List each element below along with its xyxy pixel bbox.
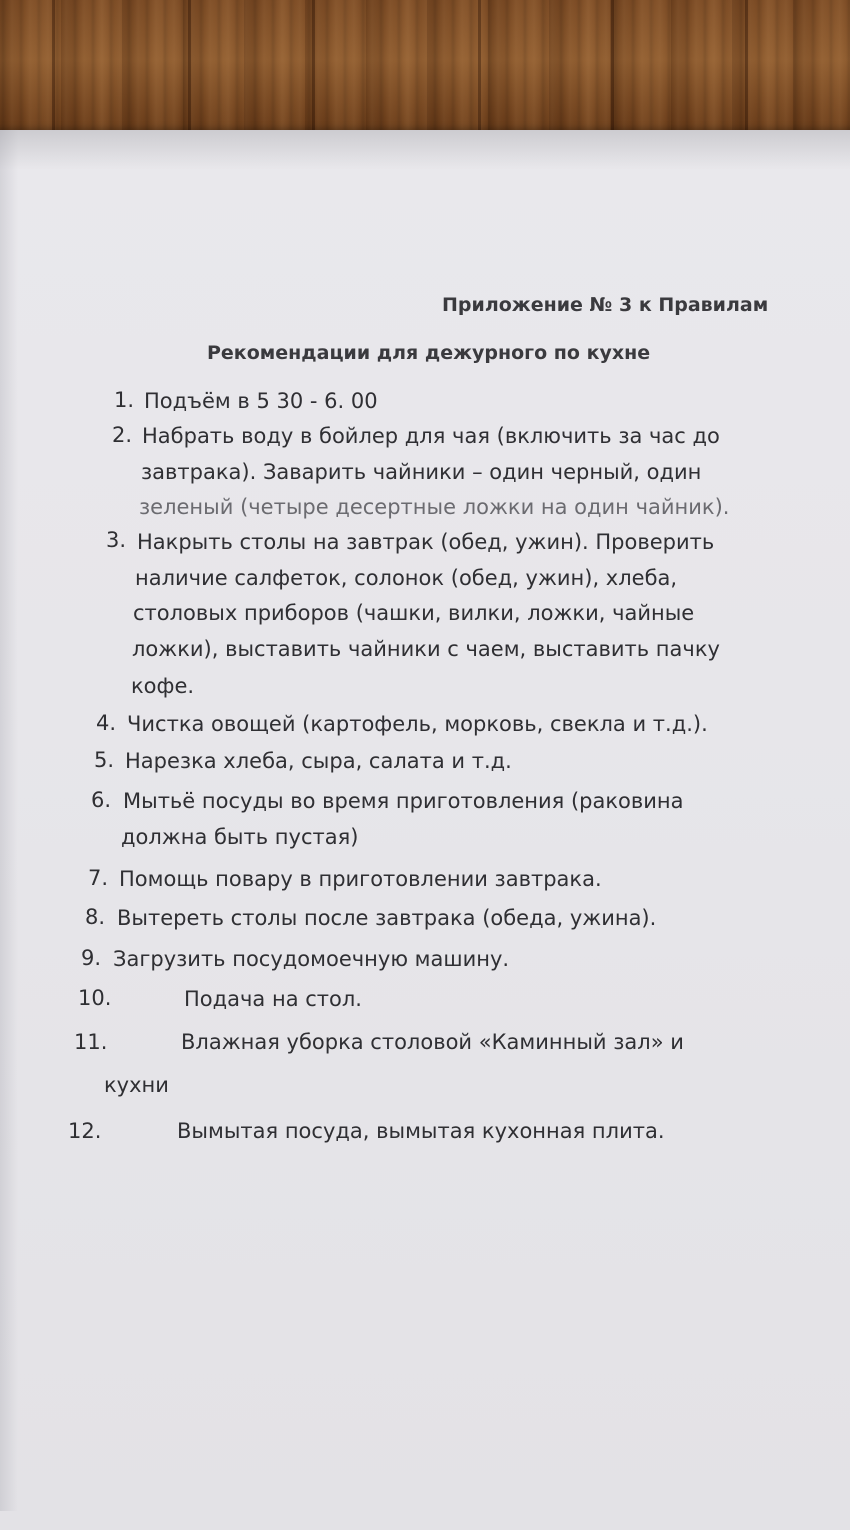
item-number: 11. <box>74 1030 108 1054</box>
item-number: 7. <box>88 866 109 890</box>
item-number: 1. <box>114 388 135 412</box>
item-number: 2. <box>112 423 133 447</box>
item-line: столовых приборов (чашки, вилки, ложки, чайные <box>133 601 695 625</box>
item-line: наличие салфеток, солонок (обед, ужин), хлеба, <box>135 566 678 590</box>
paper-left-shade <box>0 130 18 1511</box>
item-line: Набрать воду в бойлер для чая (включить за час до <box>142 424 720 448</box>
appendix-label: Приложение № 3 к Правилам <box>442 294 769 316</box>
item-number: 9. <box>81 946 102 970</box>
item-line: должна быть пустая) <box>121 825 359 849</box>
item-number: 3. <box>106 528 127 552</box>
item-line: кофе. <box>131 674 195 698</box>
item-number: 4. <box>96 711 117 735</box>
paper-top-shadow <box>0 130 850 170</box>
item-line: Влажная уборка столовой «Каминный зал» и <box>181 1030 684 1054</box>
item-line: Подъём в 5 30 - 6. 00 <box>144 389 378 413</box>
item-line: кухни <box>104 1073 169 1097</box>
item-line: завтрака). Заварить чайники – один черный, один <box>141 460 702 484</box>
item-number: 5. <box>94 748 115 772</box>
item-line: Вымытая посуда, вымытая кухонная плита. <box>177 1119 665 1143</box>
item-number: 10. <box>78 986 112 1010</box>
item-line: ложки), выставить чайники с чаем, выставить пачку <box>132 637 720 661</box>
item-line: Помощь повару в приготовлении завтрака. <box>119 867 602 891</box>
item-line: Загрузить посудомоечную машину. <box>113 947 510 971</box>
item-line: Мытьё посуды во время приготовления (раковина <box>123 789 684 813</box>
item-number: 12. <box>68 1119 102 1143</box>
item-line: зеленый (четыре десертные ложки на один чайник). <box>139 495 730 519</box>
document-title: Рекомендации для дежурного по кухне <box>207 342 651 364</box>
item-line: Вытереть столы после завтрака (обеда, ужина). <box>117 906 657 930</box>
item-line: Накрыть столы на завтрак (обед, ужин). Проверить <box>137 530 715 554</box>
item-line: Нарезка хлеба, сыра, салата и т.д. <box>125 749 512 773</box>
item-number: 6. <box>91 788 112 812</box>
item-line: Подача на стол. <box>184 987 362 1011</box>
item-number: 8. <box>85 905 106 929</box>
item-line: Чистка овощей (картофель, морковь, свекла и т.д.). <box>127 712 708 736</box>
